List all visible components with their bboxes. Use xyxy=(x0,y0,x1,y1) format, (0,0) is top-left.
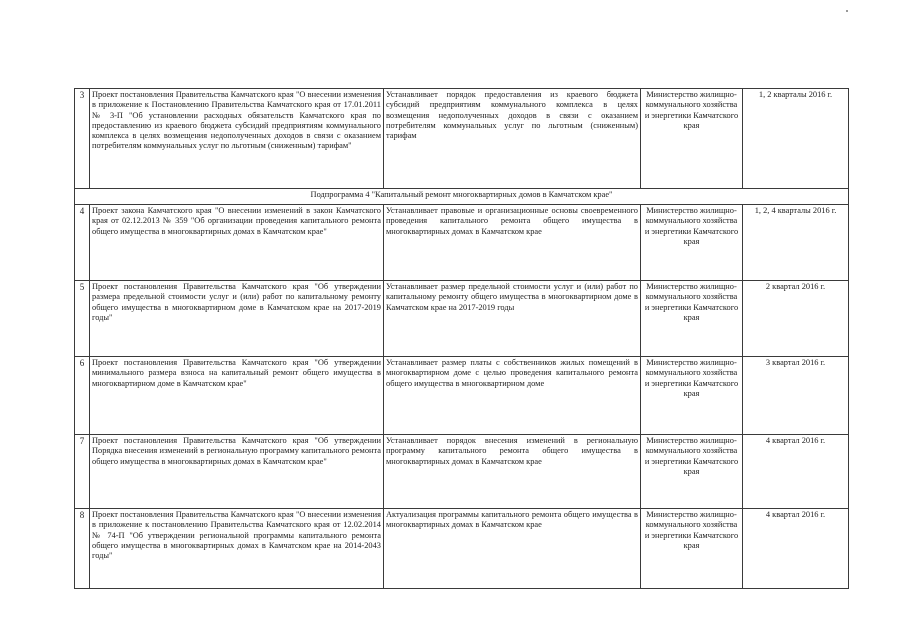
row-number: 6 xyxy=(75,357,90,435)
subprogram-row xyxy=(75,189,849,205)
deadline: 3 квартал 2016 г. xyxy=(743,357,849,435)
responsible-executor: Министерство жилищно-коммунального хозяйства и энергетики Камчатского края xyxy=(641,281,743,357)
responsible-executor: Министерство жилищно-коммунального хозяйства и энергетики Камчатского края xyxy=(641,205,743,281)
responsible-executor: Министерство жилищно-коммунального хозяйства и энергетики Камчатского края xyxy=(641,357,743,435)
row-number: 5 xyxy=(75,281,90,357)
deadline: 4 квартал 2016 г. xyxy=(743,435,849,509)
document-title: Проект постановления Правительства Камчатского края "Об утверждении Порядка внесения изменений в региональную программу капитального ремонта общего имущества в многоквартирных домах в Камчатском крае" xyxy=(90,435,384,509)
row-number: 3 xyxy=(75,89,90,189)
scan-speck xyxy=(846,10,848,12)
table-row xyxy=(75,281,849,357)
document-description: Устанавливает размер предельной стоимости услуг и (или) работ по капитальному ремонту общего имущества в многоквартирном доме в Камчатском крае на 2017-2019 годы xyxy=(384,281,641,357)
deadline: 2 квартал 2016 г. xyxy=(743,281,849,357)
table-row xyxy=(75,509,849,589)
row-number: 4 xyxy=(75,205,90,281)
table-row xyxy=(75,357,849,435)
document-description: Актуализация программы капитального ремонта общего имущества в многоквартирных домах в Камчатском крае xyxy=(384,509,641,589)
table-row xyxy=(75,89,849,189)
deadline: 1, 2, 4 кварталы 2016 г. xyxy=(743,205,849,281)
document-description: Устанавливает правовые и организационные основы своевременного проведения капитального ремонта общего имущества в многоквартирных домах в Камчатском крае xyxy=(384,205,641,281)
document-title: Проект постановления Правительства Камчатского края "Об утверждении минимального размера взноса на капитальный ремонт общего имущества в многоквартирном доме в Камчатском крае" xyxy=(90,357,384,435)
document-title: Проект постановления Правительства Камчатского края "Об утверждении размера предельной стоимости услуг и (или) работ по капитальному ремонту общего имущества в многоквартирном доме в Камчатском крае на 2017-2019 годы" xyxy=(90,281,384,357)
row-number: 8 xyxy=(75,509,90,589)
document-title: Проект закона Камчатского края "О внесении изменений в закон Камчатского края от 02.12.2013 № 359 "Об организации проведения капитального ремонта общего имущества в многоквартирных домах в Камчатском крае" xyxy=(90,205,384,281)
responsible-executor: Министерство жилищно-коммунального хозяйства и энергетики Камчатского края xyxy=(641,435,743,509)
legislative-plan-table xyxy=(74,88,849,589)
responsible-executor: Министерство жилищно-коммунального хозяйства и энергетики Камчатского края xyxy=(641,509,743,589)
document-description: Устанавливает порядок внесения изменений в региональную программу капитального ремонта общего имущества в многоквартирных домах в Камчатском крае xyxy=(384,435,641,509)
deadline: 1, 2 кварталы 2016 г. xyxy=(743,89,849,189)
document-description: Устанавливает порядок предоставления из краевого бюджета субсидий предприятиям коммунального комплекса в целях возмещения недополученных доходов в связи с оказанием потребителям коммунальных услуг по льготным (сниженным) тарифам xyxy=(384,89,641,189)
document-title: Проект постановления Правительства Камчатского края "О внесении изменения в приложение к Постановлению Правительства Камчатского края от 17.01.2011 № 3-П "Об установлении расходных обязательств Камчатского края по предоставлению из краевого бюджета субсидий предприятиям коммунального комплекса в целях возмещения недополученных доходов в связи с оказанием потребителям коммунальных услуг по льготным (сниженным) тарифам" xyxy=(90,89,384,189)
table-row xyxy=(75,205,849,281)
subprogram-header: Подпрограмма 4 "Капитальный ремонт многоквартирных домов в Камчатском крае" xyxy=(75,189,849,205)
table-row xyxy=(75,435,849,509)
document-description: Устанавливает размер платы с собственников жилых помещений в многоквартирном доме с целью проведения капитального ремонта общего имущества в многоквартирном доме xyxy=(384,357,641,435)
deadline: 4 квартал 2016 г. xyxy=(743,509,849,589)
row-number: 7 xyxy=(75,435,90,509)
document-title: Проект постановления Правительства Камчатского края "О внесении изменения в приложение к постановлению Правительства Камчатского края от 12.02.2014 № 74-П "Об утверждении региональной программы капитального ремонта общего имущества в многоквартирных домах в Камчатском крае на 2014-2043 годы" xyxy=(90,509,384,589)
responsible-executor: Министерство жилищно-коммунального хозяйства и энергетики Камчатского края xyxy=(641,89,743,189)
